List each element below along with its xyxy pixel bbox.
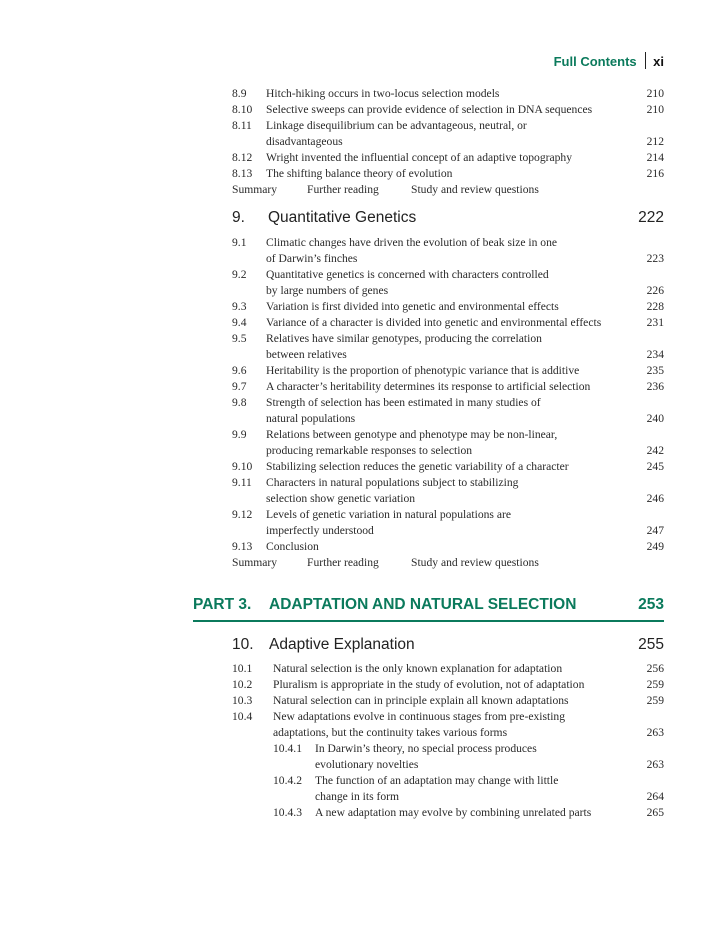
toc-subentry[interactable]: 10.4.1 In Darwin’s theory, no special process produces evolutionary novelties 263 [273, 742, 664, 771]
running-head-title: Full Contents [553, 54, 637, 69]
toc-entry[interactable]: 9.13 Conclusion 249 [232, 540, 664, 553]
toc-entry[interactable]: 10.1 Natural selection is the only known explanation for adaptation 256 [232, 662, 664, 675]
toc-entry[interactable]: 9.6 Heritability is the proportion of phenotypic variance that is additive 235 [232, 364, 664, 377]
chapter-extras [232, 182, 664, 198]
toc-entry[interactable]: 8.10 Selective sweeps can provide evidence of selection in DNA sequences 210 [232, 103, 664, 116]
further-reading-link[interactable]: Further reading [307, 183, 379, 196]
toc-entry[interactable]: 10.4 New adaptations evolve in continuous stages from pre-existing adaptations, but the continuity takes various forms 263 [232, 710, 664, 739]
toc-entry[interactable]: 9.10 Stabilizing selection reduces the genetic variability of a character 245 [232, 460, 664, 473]
toc-entry[interactable]: 9.3 Variation is first divided into genetic and environmental effects 228 [232, 300, 664, 313]
chapter10-entries [232, 661, 664, 821]
chapter10 [232, 636, 664, 660]
toc-entry[interactable]: 8.9 Hitch-hiking occurs in two-locus selection models 210 [232, 87, 664, 100]
toc-subentry[interactable]: 10.4.2 The function of an adaptation may change with little change in its form 264 [273, 774, 664, 803]
summary-link[interactable]: Summary [232, 183, 278, 196]
chapter-heading[interactable]: 9. Quantitative Genetics 222 [232, 209, 664, 226]
running-head [554, 52, 664, 70]
toc-entry[interactable]: 9.7 A character’s heritability determines its response to artificial selection 236 [232, 380, 664, 393]
toc-subentry[interactable]: 10.4.3 A new adaptation may evolve by combining unrelated parts 265 [273, 806, 664, 819]
chapter9 [232, 209, 664, 235]
toc-entry[interactable]: 9.2 Quantitative genetics is concerned with characters controlled by large numbers of genes 226 [232, 268, 664, 297]
toc-entry[interactable]: 9.8 Strength of selection has been estimated in many studies of natural populations 240 [232, 396, 664, 425]
toc-entry[interactable]: 9.4 Variance of a character is divided into genetic and environmental effects 231 [232, 316, 664, 329]
running-head-divider [645, 52, 647, 69]
toc-entry[interactable]: 8.11 Linkage disequilibrium can be advantageous, neutral, or disadvantageous 212 [232, 119, 664, 148]
toc-entry[interactable]: 9.11 Characters in natural populations subject to stabilizing selection show genetic variation 246 [232, 476, 664, 505]
toc-entry[interactable]: 9.1 Climatic changes have driven the evolution of beak size in one of Darwin’s finches 223 [232, 236, 664, 265]
study-questions-link[interactable]: Study and review questions [411, 556, 539, 569]
toc-entry[interactable]: 8.13 The shifting balance theory of evolution 216 [232, 167, 664, 180]
chapter-extras [232, 555, 664, 571]
chapter9-entries [232, 235, 664, 571]
toc-entry[interactable]: 9.9 Relations between genotype and phenotype may be non-linear, producing remarkable responses to selection 242 [232, 428, 664, 457]
chapter-heading[interactable]: 10. Adaptive Explanation 255 [232, 636, 664, 653]
further-reading-link[interactable]: Further reading [307, 556, 379, 569]
chapter8-continued [232, 86, 664, 198]
toc-entry[interactable]: 10.3 Natural selection can in principle explain all known adaptations 259 [232, 694, 664, 707]
part-heading[interactable]: PART 3. ADAPTATION AND NATURAL SELECTION 253 [193, 596, 664, 622]
toc-entry[interactable]: 9.5 Relatives have similar genotypes, producing the correlation between relatives 234 [232, 332, 664, 361]
page-number: xi [653, 54, 664, 69]
toc-entry[interactable]: 8.12 Wright invented the influential concept of an adaptive topography 214 [232, 151, 664, 164]
toc-entry[interactable]: 9.12 Levels of genetic variation in natural populations are imperfectly understood 247 [232, 508, 664, 537]
toc-entry[interactable]: 10.2 Pluralism is appropriate in the study of evolution, not of adaptation 259 [232, 678, 664, 691]
summary-link[interactable]: Summary [232, 556, 278, 569]
study-questions-link[interactable]: Study and review questions [411, 183, 539, 196]
